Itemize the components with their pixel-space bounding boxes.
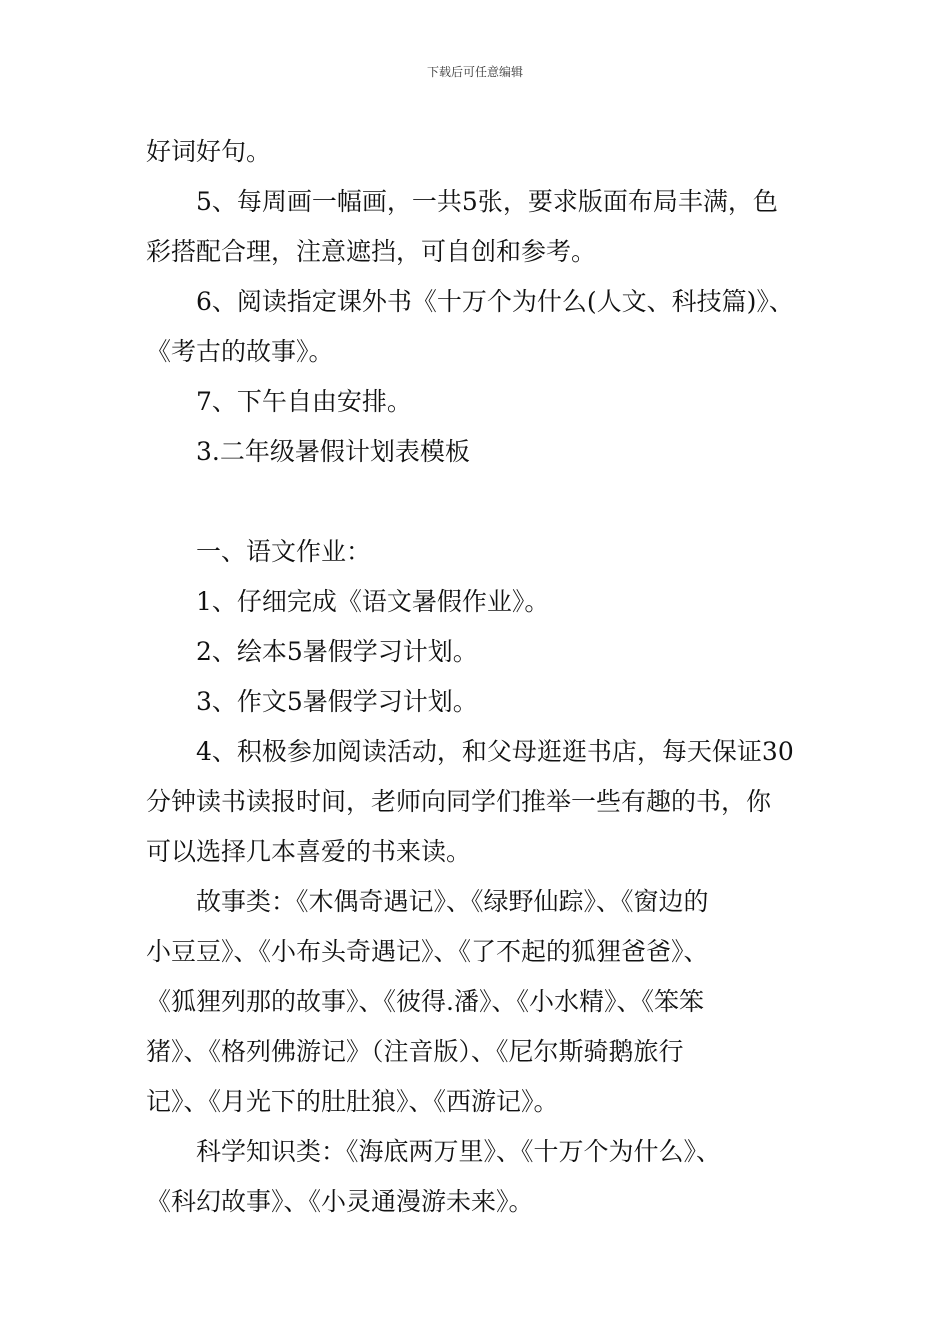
text-line: 彩搭配合理，注意遮挡，可自创和参考。 bbox=[146, 237, 597, 266]
text-line: 3、作文5暑假学习计划。 bbox=[196, 687, 478, 716]
text-line: 6、阅读指定课外书《十万个为什么(人文、科技篇)》、 bbox=[196, 287, 794, 316]
section-heading: 3.二年级暑假计划表模板 bbox=[196, 437, 470, 466]
section-heading: 一、语文作业： bbox=[196, 537, 372, 566]
text-line: 分钟读书读报时间，老师向同学们推举一些有趣的书，你 bbox=[146, 787, 772, 816]
text-line: 《科幻故事》、《小灵通漫游未来》。 bbox=[146, 1187, 534, 1216]
text-line: 科学知识类：《海底两万里》、《十万个为什么》、 bbox=[196, 1137, 722, 1166]
text-line: 1、仔细完成《语文暑假作业》。 bbox=[196, 587, 550, 616]
text-line: 小豆豆》、《小布头奇遇记》、《了不起的狐狸爸爸》、 bbox=[146, 937, 709, 966]
text-line: 故事类：《木偶奇遇记》、《绿野仙踪》、《窗边的 bbox=[196, 887, 709, 916]
text-line: 记》、《月光下的肚肚狼》、《西游记》。 bbox=[146, 1087, 559, 1116]
text-line: 《狐狸列那的故事》、《彼得.潘》、《小水精》、《笨笨 bbox=[146, 987, 704, 1016]
blank-line bbox=[146, 477, 806, 527]
text-line: 7、下午自由安排。 bbox=[196, 387, 412, 416]
text-line: 5、每周画一幅画，一共5张，要求版面布局丰满，色 bbox=[196, 187, 778, 216]
text-line: 4、积极参加阅读活动，和父母逛逛书店，每天保证30 bbox=[196, 737, 794, 766]
text-line: 好词好句。 bbox=[146, 137, 272, 166]
text-line: 2、绘本5暑假学习计划。 bbox=[196, 637, 478, 666]
page-header-note: 下载后可任意编辑 bbox=[426, 65, 523, 79]
document-body bbox=[146, 127, 806, 1227]
text-line: 《考古的故事》。 bbox=[146, 337, 334, 366]
text-line: 可以选择几本喜爱的书来读。 bbox=[146, 837, 472, 866]
text-line: 猪》、《格列佛游记》（注音版）、《尼尔斯骑鹅旅行 bbox=[146, 1037, 684, 1066]
